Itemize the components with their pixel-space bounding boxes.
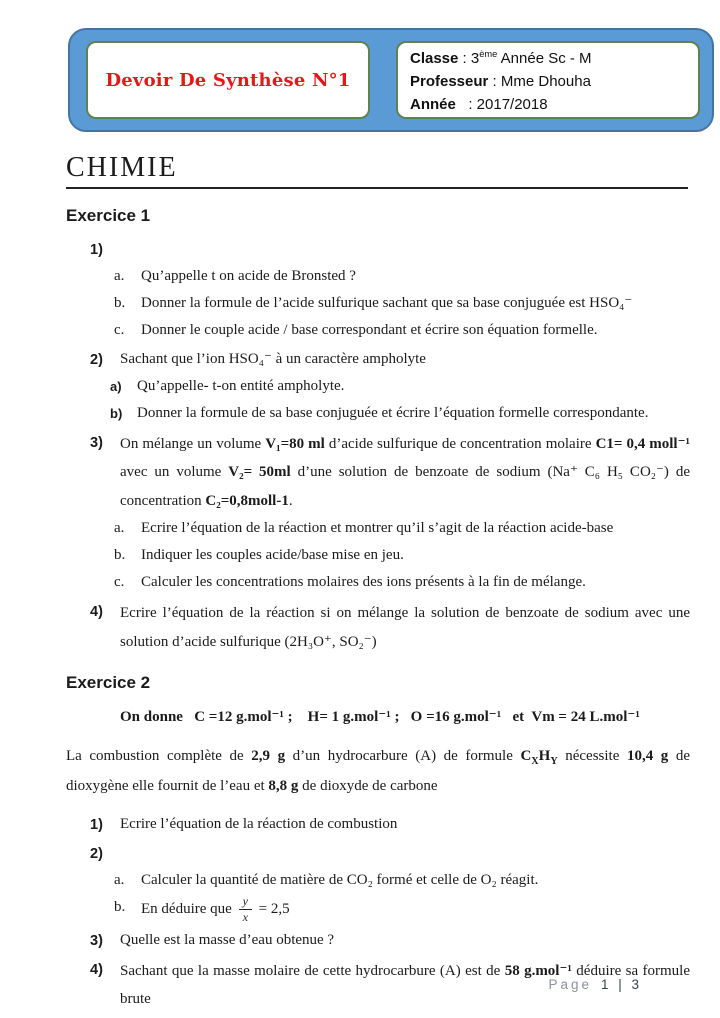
ex2-question3-row — [90, 928, 690, 954]
question-text: Qu’appelle- t-on entité ampholyte. — [137, 377, 345, 394]
question-number: 1) — [90, 242, 103, 258]
ex1-question2a-row — [110, 374, 690, 400]
annee-line — [410, 94, 686, 117]
question-letter: a. — [114, 268, 125, 285]
question-text: On mélange un volume V₁=80 ml d’acide sulfurique de concentration molaire C1= 0,4 moll⁻¹ avec un volume V₂= 50ml d’une solution de benzoate de sodium (Na⁺ C₆ H₅ CO₂⁻) de concentration C₂=0,8moll-1. — [120, 435, 690, 509]
ex1-question1b-row — [114, 291, 690, 317]
page-footer-value: 1 | 3 — [600, 977, 642, 992]
question-text — [141, 895, 690, 925]
question-text: Sachant que l’ion HSO₄⁻ à un caractère ampholyte — [120, 350, 426, 367]
question-text: Ecrire l’équation de la réaction de combustion — [120, 816, 398, 833]
question-text: Donner le couple acide / base correspondant et écrire son équation formelle. — [141, 321, 598, 338]
combustion-intro: La combustion complète de 2,9 g d’un hydrocarbure (A) de formule $C_XH_Y$ nécessite 10,4 g de dioxygène elle fournit de l’eau et 8,8 g de dioxyde de carbone — [66, 748, 691, 794]
fraction-denominator: x — [242, 909, 248, 924]
question-text: Donner la formule de sa base conjuguée et écrire l’équation formelle correspondante. — [137, 404, 649, 421]
question-number: 4) — [90, 961, 103, 978]
question-text: Sachant que la masse molaire de cette hydrocarbure (A) est de 58 g.mol⁻¹ déduire sa formule brute — [120, 962, 690, 1008]
ex1-question4-row — [90, 599, 690, 656]
ex1-question2b-row — [110, 401, 690, 427]
ex1-question2-row — [90, 347, 690, 373]
fraction-y-over-x — [239, 895, 252, 925]
ex1-question1c-row — [114, 318, 690, 344]
ex1-question1-row — [90, 237, 690, 263]
question-text: Ecrire l’équation de la réaction si on mélange la solution de benzoate de sodium avec une solution d’acide sulfurique (2H₃O⁺, SO₂⁻) — [120, 605, 690, 650]
question-letter: a. — [114, 872, 125, 889]
ex1-question1a-row — [114, 264, 690, 290]
question-text: Calculer les concentrations molaires des ions présents à la fin de mélange. — [141, 574, 586, 591]
ex2-question2-row — [90, 841, 690, 867]
classe-label: Classe — [410, 50, 459, 67]
question-text: Qu’appelle t on acide de Bronsted ? — [141, 268, 356, 285]
ex1-question3c-row — [114, 570, 690, 596]
classe-value: Année Sc - M — [497, 50, 592, 67]
question-text: Donner la formule de l’acide sulfurique sachant que sa base conjuguée est HSO₄⁻ — [141, 295, 633, 312]
annee-label: Année — [410, 95, 456, 113]
professeur-value: : Mme Dhouha — [488, 72, 591, 90]
question-letter: a) — [110, 378, 122, 394]
annee-value: : 2017/2018 — [455, 95, 548, 113]
ex1-question3a-row — [114, 516, 690, 542]
exercise2-heading: Exercice 2 — [66, 673, 151, 693]
question-number: 2) — [90, 846, 103, 863]
question-text: Calculer la quantité de matière de CO₂ formé et celle de O₂ réagit. — [141, 872, 539, 889]
ex2-question2a-row — [114, 868, 690, 894]
classe-grade-suffix: ème — [479, 49, 498, 59]
ex1-question3-row — [90, 430, 690, 516]
question-letter: b. — [114, 899, 126, 916]
professeur-label: Professeur — [410, 72, 489, 90]
exercise1-heading: Exercice 1 — [66, 206, 151, 225]
page-footer-label: Page — [548, 977, 592, 992]
ex2-question1-row — [90, 812, 690, 838]
devoir-title-card — [86, 41, 370, 119]
question-text: Ecrire l’équation de la réaction et montrer qu’il s’agit de la réaction acide-base — [141, 520, 614, 537]
classe-line — [410, 47, 686, 71]
classe-grade-number: 3 — [470, 50, 480, 67]
question-letter: c. — [114, 574, 125, 591]
question-number: 2) — [90, 351, 103, 368]
question-letter: b. — [114, 547, 126, 564]
title-underline — [66, 187, 688, 189]
ex2-question2b-row — [114, 895, 690, 925]
question-letter: b. — [114, 295, 126, 312]
question-text-pre: En déduire que — [141, 901, 236, 918]
question-letter: b) — [110, 405, 123, 421]
question-number: 3) — [90, 434, 103, 451]
devoir-title: Devoir De Synthèse N°1 — [105, 69, 351, 91]
classe-colon: : — [458, 50, 471, 67]
given-data-line: On donne C =12 g.mol⁻¹ ; H= 1 g.mol⁻¹ ; O =16 g.mol⁻¹ et Vm = 24 L.mol⁻¹ — [120, 709, 640, 726]
question-letter: c. — [114, 321, 125, 338]
subject-title: CHIMIE — [66, 152, 178, 183]
professeur-line — [410, 71, 686, 94]
page-footer — [548, 977, 642, 992]
question-text: Indiquer les couples acide/base mise en jeu. — [141, 547, 404, 564]
question-number: 1) — [90, 817, 103, 834]
fraction-numerator: y — [239, 895, 252, 910]
header-banner — [68, 28, 714, 132]
question-number: 4) — [90, 604, 103, 621]
question-text: Quelle est la masse d’eau obtenue ? — [120, 931, 335, 948]
question-letter: a. — [114, 520, 125, 537]
class-info-card — [396, 41, 700, 119]
ex1-question3b-row — [114, 543, 690, 569]
question-text-post: = 2,5 — [254, 901, 290, 918]
question-number: 3) — [90, 932, 103, 949]
